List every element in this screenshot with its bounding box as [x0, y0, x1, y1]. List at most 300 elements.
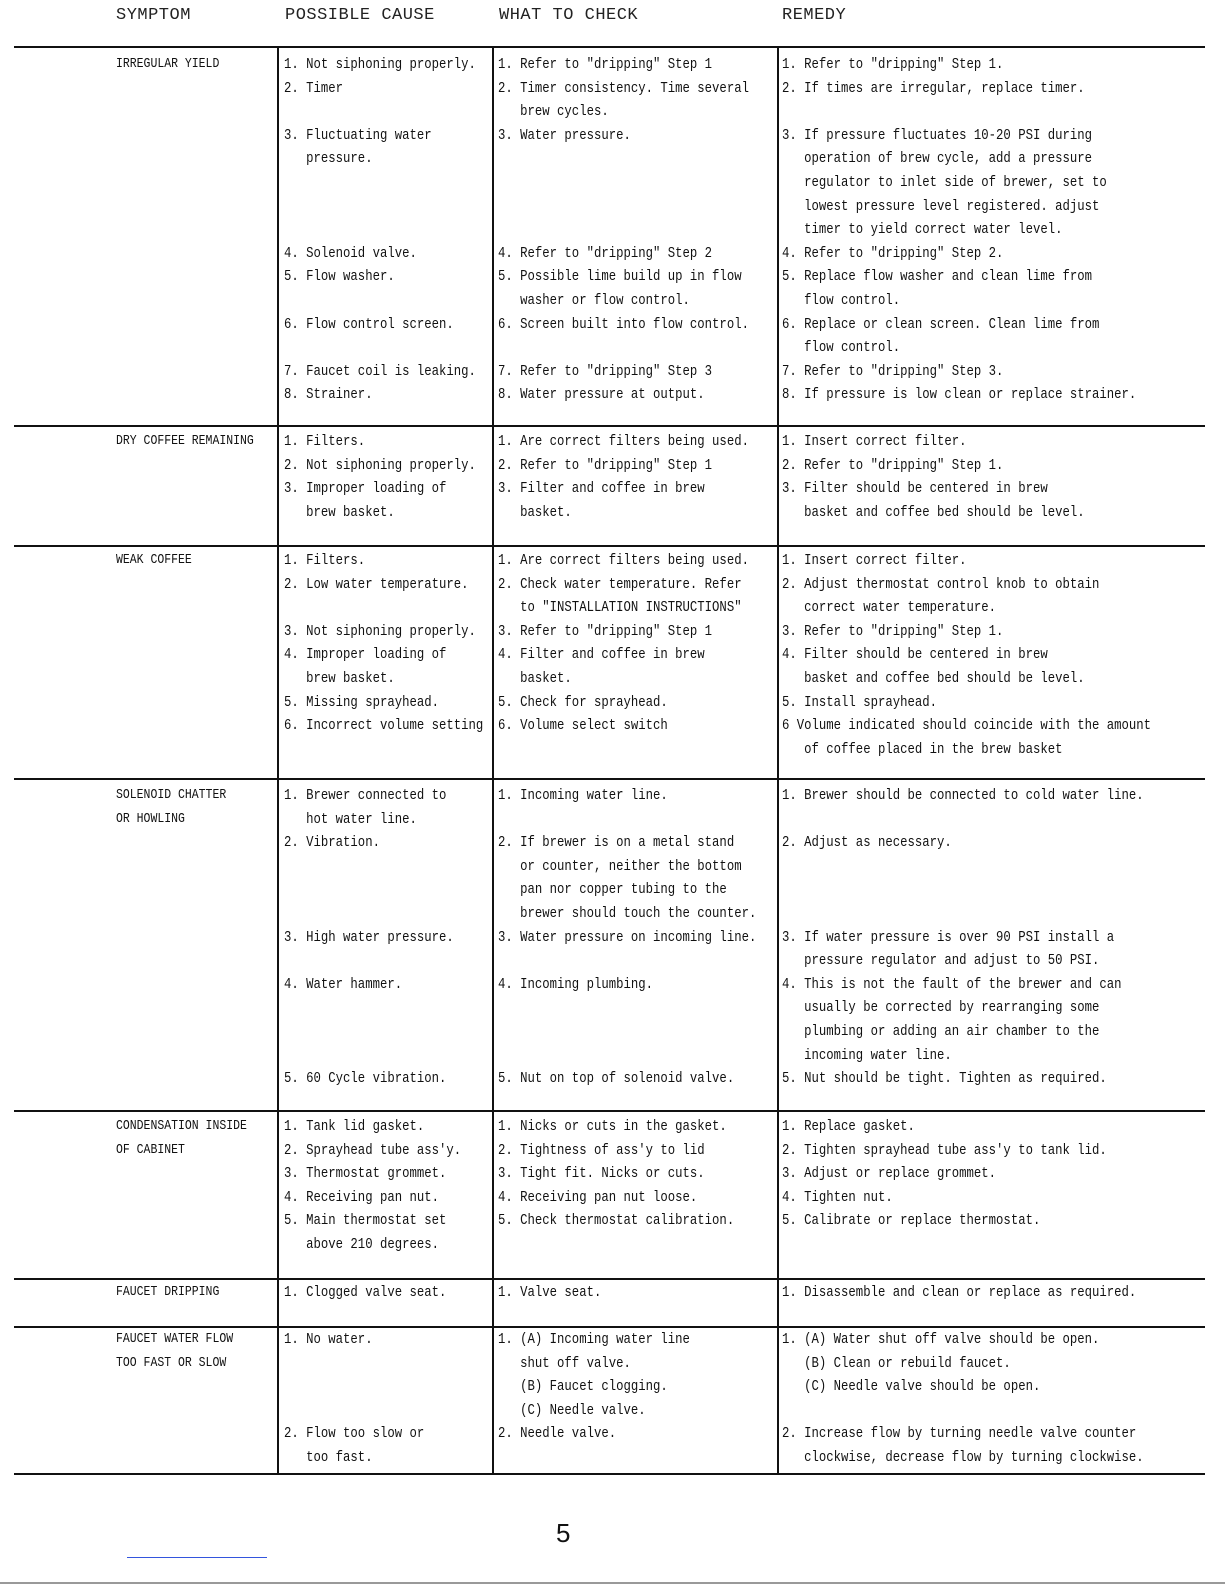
- check-text: 6. Screen built into flow control.: [498, 315, 749, 333]
- remedy-text: 5. Nut should be tight. Tighten as required.: [782, 1070, 1107, 1088]
- check-line: [498, 124, 804, 148]
- check-text: 2. Timer consistency. Time several: [498, 79, 749, 97]
- cause-text: 1. Filters.: [284, 552, 366, 569]
- cause-text: 1. Clogged valve seat.: [284, 1284, 447, 1301]
- symptom-line: [116, 1139, 276, 1163]
- cause-text: 1. Filters.: [284, 433, 366, 450]
- check-line: [498, 1162, 786, 1186]
- check-line: [498, 1422, 732, 1446]
- remedy-text: 2. Adjust as necessary.: [782, 834, 952, 852]
- symptom-text: SOLENOID CHATTER: [116, 787, 227, 803]
- cause-line: [284, 643, 527, 667]
- check-line: [498, 996, 813, 1020]
- row-divider: [14, 778, 1205, 780]
- check-line: [498, 1067, 813, 1091]
- check-text: 8. Water pressure at output.: [498, 386, 705, 404]
- cause-line: [284, 477, 518, 501]
- cause-text: too fast.: [284, 1448, 373, 1466]
- cause-text: 2. Timer: [284, 79, 344, 97]
- cause-line: [284, 714, 527, 738]
- cause-line: [284, 218, 518, 242]
- check-text: 5. Check for sprayhead.: [498, 693, 668, 711]
- remedy-text: 1. Refer to "dripping" Step 1.: [782, 56, 1004, 73]
- cause-cell: [284, 1328, 455, 1470]
- remedy-text: basket and coffee bed should be level.: [782, 669, 1085, 687]
- remedy-line: [782, 620, 1225, 644]
- symptom-line: [116, 430, 284, 454]
- cause-line: [284, 831, 491, 855]
- check-text: 1. Valve seat.: [498, 1284, 602, 1301]
- check-text: 5. Check thermostat calibration.: [498, 1212, 735, 1230]
- remedy-line: [782, 714, 1225, 738]
- remedy-line: [782, 808, 1223, 832]
- remedy-line: [782, 1139, 1178, 1163]
- remedy-cell: [782, 784, 1223, 1091]
- check-text: 3. Water pressure.: [498, 126, 631, 144]
- check-line: [498, 691, 804, 715]
- remedy-line: [782, 53, 1214, 77]
- remedy-text: 6 Volume indicated should coincide with the amount: [782, 717, 1152, 735]
- check-line: [498, 77, 804, 101]
- check-text: 2. Tightness of ass'y to lid: [498, 1141, 705, 1159]
- check-line: [498, 643, 804, 667]
- remedy-text: 5. Install sprayhead.: [782, 693, 938, 711]
- remedy-text: flow control.: [782, 291, 901, 309]
- check-line: [498, 808, 813, 832]
- remedy-line: [782, 265, 1214, 289]
- cause-text: 3. Thermostat grommet.: [284, 1165, 447, 1183]
- remedy-text: 3. If water pressure is over 90 PSI install a: [782, 928, 1115, 946]
- cause-line: [284, 1139, 500, 1163]
- check-line: [498, 289, 804, 313]
- remedy-line: [782, 973, 1223, 997]
- cause-line: [284, 454, 518, 478]
- cause-line: [284, 1328, 455, 1352]
- cause-line: [284, 1422, 455, 1446]
- symptom-line: [116, 53, 242, 77]
- remedy-text: 3. Filter should be centered in brew: [782, 480, 1048, 498]
- check-line: [498, 902, 813, 926]
- remedy-text: clockwise, decrease flow by turning clockwise.: [782, 1448, 1144, 1466]
- check-line: [498, 1115, 786, 1139]
- cause-line: [284, 1281, 482, 1305]
- symptom-text: DRY COFFEE REMAINING: [116, 433, 254, 449]
- cause-line: [284, 1233, 500, 1257]
- remedy-text: 4. Refer to "dripping" Step 2.: [782, 244, 1004, 262]
- check-text: 2. Needle valve.: [498, 1425, 617, 1443]
- check-text: 3. Refer to "dripping" Step 1: [498, 622, 713, 640]
- cause-line: [284, 171, 518, 195]
- cause-text: 5. Main thermostat set: [284, 1212, 447, 1230]
- symptom-cell: [116, 1281, 242, 1305]
- remedy-line: [782, 147, 1214, 171]
- remedy-cell: [782, 53, 1214, 407]
- check-text: 5. Possible lime build up in flow: [498, 268, 742, 286]
- cause-line: [284, 691, 527, 715]
- remedy-line: [782, 289, 1214, 313]
- cause-line: [284, 878, 491, 902]
- symptom-cell: [116, 1115, 276, 1162]
- cause-text: 2. Flow too slow or: [284, 1425, 425, 1443]
- cause-line: [284, 360, 518, 384]
- remedy-line: [782, 643, 1225, 667]
- symptom-line: [116, 1352, 259, 1376]
- cause-text: 4. Receiving pan nut.: [284, 1188, 440, 1206]
- check-text: 4. Filter and coffee in brew: [498, 646, 705, 664]
- check-cell: [498, 549, 804, 738]
- row-divider: [14, 1278, 1205, 1280]
- check-line: [498, 878, 813, 902]
- check-cell: [498, 53, 804, 407]
- check-text: 1. Incoming water line.: [498, 787, 668, 804]
- check-line: [498, 218, 804, 242]
- remedy-text: 2. If times are irregular, replace timer.: [782, 79, 1085, 97]
- check-line: [498, 667, 804, 691]
- remedy-text: 3. Adjust or replace grommet.: [782, 1165, 997, 1183]
- remedy-text: 5. Calibrate or replace thermostat.: [782, 1212, 1041, 1230]
- remedy-line: [782, 596, 1225, 620]
- cause-line: [284, 808, 491, 832]
- remedy-text: regulator to inlet side of brewer, set to: [782, 173, 1107, 191]
- cause-line: [284, 147, 518, 171]
- symptom-cell: [116, 1328, 259, 1375]
- remedy-line: [782, 573, 1225, 597]
- cause-line: [284, 1209, 500, 1233]
- symptom-line: [116, 784, 250, 808]
- cause-text: 6. Flow control screen.: [284, 315, 454, 333]
- remedy-text: usually be corrected by rearranging some: [782, 999, 1100, 1017]
- cause-line: [284, 855, 491, 879]
- cause-cell: [284, 1115, 500, 1257]
- remedy-line: [782, 360, 1214, 384]
- check-text: 1. Refer to "dripping" Step 1: [498, 56, 713, 73]
- cause-text: 7. Faucet coil is leaking.: [284, 362, 476, 380]
- header-what-to-check: WHAT TO CHECK: [499, 6, 639, 25]
- page-number: 5: [556, 1518, 571, 1548]
- header-symptom: SYMPTOM: [116, 6, 191, 25]
- cause-text: 4. Solenoid valve.: [284, 244, 417, 262]
- cause-line: [284, 620, 527, 644]
- remedy-line: [782, 667, 1225, 691]
- cause-line: [284, 100, 518, 124]
- check-text: basket.: [498, 503, 572, 521]
- check-line: [498, 100, 804, 124]
- check-line: [498, 1139, 786, 1163]
- check-text: (C) Needle valve.: [498, 1401, 646, 1419]
- check-line: [498, 926, 813, 950]
- remedy-text: 6. Replace or clean screen. Clean lime from: [782, 315, 1100, 333]
- check-text: 6. Volume select switch: [498, 717, 668, 735]
- cause-line: [284, 77, 518, 101]
- cause-line: [284, 124, 518, 148]
- remedy-text: 2. Increase flow by turning needle valve counter: [782, 1425, 1137, 1443]
- remedy-line: [782, 124, 1214, 148]
- symptom-text: FAUCET WATER FLOW: [116, 1331, 234, 1347]
- cause-line: [284, 53, 518, 77]
- symptom-text: CONDENSATION INSIDE: [116, 1118, 247, 1134]
- symptom-line: [116, 1115, 276, 1139]
- remedy-text: 4. This is not the fault of the brewer and can: [782, 975, 1122, 993]
- check-cell: [498, 1115, 786, 1233]
- remedy-text: flow control.: [782, 339, 901, 357]
- remedy-line: [782, 1352, 1223, 1376]
- remedy-line: [782, 691, 1225, 715]
- symptom-text: FAUCET DRIPPING: [116, 1284, 220, 1300]
- link-underline: [127, 1557, 267, 1558]
- remedy-line: [782, 1399, 1223, 1423]
- cause-text: 8. Strainer.: [284, 386, 373, 404]
- check-line: [498, 430, 804, 454]
- check-text: 1. Are correct filters being used.: [498, 433, 749, 450]
- check-line: [498, 596, 804, 620]
- check-text: 1. (A) Incoming water line: [498, 1331, 690, 1348]
- remedy-text: correct water temperature.: [782, 599, 997, 617]
- cause-cell: [284, 784, 491, 1091]
- check-line: [498, 973, 813, 997]
- column-divider: [277, 46, 279, 1473]
- remedy-line: [782, 77, 1214, 101]
- cause-text: 5. Flow washer.: [284, 268, 395, 286]
- remedy-line: [782, 902, 1223, 926]
- header-remedy: REMEDY: [782, 6, 847, 25]
- check-line: [498, 53, 804, 77]
- check-line: [498, 714, 804, 738]
- remedy-line: [782, 831, 1223, 855]
- cause-text: 1. Brewer connected to: [284, 787, 447, 804]
- remedy-line: [782, 1044, 1223, 1068]
- remedy-line: [782, 195, 1214, 219]
- cause-line: [284, 549, 527, 573]
- cause-text: above 210 degrees.: [284, 1235, 440, 1253]
- cause-text: 1. Not siphoning properly.: [284, 56, 476, 73]
- check-text: 1. Are correct filters being used.: [498, 552, 749, 569]
- check-text: 4. Receiving pan nut loose.: [498, 1188, 698, 1206]
- check-line: [498, 1375, 732, 1399]
- cause-line: [284, 195, 518, 219]
- remedy-text: timer to yield correct water level.: [782, 221, 1063, 239]
- remedy-line: [782, 926, 1223, 950]
- cause-line: [284, 949, 491, 973]
- check-text: or counter, neither the bottom: [498, 857, 742, 875]
- check-text: 4. Refer to "dripping" Step 2: [498, 244, 713, 262]
- check-line: [498, 1186, 786, 1210]
- row-divider: [14, 425, 1205, 427]
- remedy-text: basket and coffee bed should be level.: [782, 503, 1085, 521]
- remedy-line: [782, 1209, 1178, 1233]
- cause-text: 3. High water pressure.: [284, 928, 454, 946]
- check-cell: [498, 784, 813, 1091]
- cause-text: brew basket.: [284, 503, 395, 521]
- check-text: brewer should touch the counter.: [498, 904, 757, 922]
- check-line: [498, 1328, 732, 1352]
- symptom-line: [116, 549, 208, 573]
- cause-line: [284, 1067, 491, 1091]
- symptom-cell: [116, 549, 208, 573]
- remedy-text: operation of brew cycle, add a pressure: [782, 150, 1093, 168]
- cause-text: 2. Sprayhead tube ass'y.: [284, 1141, 462, 1159]
- remedy-text: 8. If pressure is low clean or replace strainer.: [782, 386, 1137, 404]
- remedy-text: (C) Needle valve should be open.: [782, 1378, 1041, 1396]
- cause-line: [284, 926, 491, 950]
- remedy-line: [782, 336, 1214, 360]
- check-text: 5. Nut on top of solenoid valve.: [498, 1070, 735, 1088]
- cause-line: [284, 1399, 455, 1423]
- check-line: [498, 313, 804, 337]
- symptom-line: [116, 1328, 259, 1352]
- check-line: [498, 573, 804, 597]
- remedy-text: of coffee placed in the brew basket: [782, 740, 1063, 758]
- check-text: 4. Incoming plumbing.: [498, 975, 654, 993]
- symptom-cell: [116, 430, 284, 454]
- header-possible-cause: POSSIBLE CAUSE: [285, 6, 435, 25]
- cause-text: 5. Missing sprayhead.: [284, 693, 440, 711]
- check-text: brew cycles.: [498, 103, 609, 121]
- symptom-text: WEAK COFFEE: [116, 552, 192, 568]
- remedy-text: 3. If pressure fluctuates 10-20 PSI during: [782, 126, 1093, 144]
- remedy-line: [782, 1328, 1223, 1352]
- check-line: [498, 1044, 813, 1068]
- check-line: [498, 855, 813, 879]
- check-text: 7. Refer to "dripping" Step 3: [498, 362, 713, 380]
- cause-line: [284, 1186, 500, 1210]
- check-line: [498, 1352, 732, 1376]
- cause-text: pressure.: [284, 150, 373, 168]
- remedy-line: [782, 549, 1225, 573]
- remedy-text: 2. Adjust thermostat control knob to obtain: [782, 575, 1100, 593]
- cause-line: [284, 902, 491, 926]
- check-line: [498, 620, 804, 644]
- check-line: [498, 454, 804, 478]
- check-line: [498, 360, 804, 384]
- check-line: [498, 784, 813, 808]
- cause-line: [284, 1020, 491, 1044]
- check-cell: [498, 1328, 732, 1446]
- cause-text: 2. Low water temperature.: [284, 575, 469, 593]
- cause-line: [284, 667, 527, 691]
- cause-line: [284, 383, 518, 407]
- remedy-line: [782, 1162, 1178, 1186]
- symptom-text: OF CABINET: [116, 1141, 185, 1158]
- cause-cell: [284, 549, 527, 738]
- cause-line: [284, 973, 491, 997]
- check-line: [498, 171, 804, 195]
- check-line: [498, 383, 804, 407]
- check-line: [498, 147, 804, 171]
- remedy-line: [782, 501, 1151, 525]
- check-line: [498, 242, 804, 266]
- check-line: [498, 831, 813, 855]
- symptom-cell: [116, 784, 250, 831]
- remedy-text: (B) Clean or rebuild faucet.: [782, 1354, 1011, 1372]
- cause-cell: [284, 1281, 482, 1305]
- check-text: 2. Refer to "dripping" Step 1: [498, 456, 713, 474]
- check-text: 1. Nicks or cuts in the gasket.: [498, 1118, 727, 1135]
- remedy-text: 4. Tighten nut.: [782, 1188, 893, 1206]
- remedy-line: [782, 1067, 1223, 1091]
- page-bottom-edge: [0, 1582, 1225, 1584]
- remedy-text: 2. Tighten sprayhead tube ass'y to tank lid.: [782, 1141, 1107, 1159]
- remedy-cell: [782, 1281, 1214, 1305]
- remedy-text: 1. Replace gasket.: [782, 1118, 915, 1135]
- remedy-text: incoming water line.: [782, 1046, 952, 1064]
- check-text: 3. Tight fit. Nicks or cuts.: [498, 1165, 705, 1183]
- symptom-line: [116, 1281, 242, 1305]
- remedy-line: [782, 1422, 1223, 1446]
- remedy-line: [782, 242, 1214, 266]
- symptom-text: OR HOWLING: [116, 810, 185, 827]
- remedy-text: 3. Refer to "dripping" Step 1.: [782, 622, 1004, 640]
- check-text: 2. If brewer is on a metal stand: [498, 834, 735, 852]
- remedy-text: 7. Refer to "dripping" Step 3.: [782, 362, 1004, 380]
- cause-line: [284, 242, 518, 266]
- remedy-cell: [782, 549, 1225, 761]
- check-text: (B) Faucet clogging.: [498, 1378, 668, 1396]
- cause-text: 3. Improper loading of: [284, 480, 447, 498]
- remedy-line: [782, 313, 1214, 337]
- symptom-text: TOO FAST OR SLOW: [116, 1354, 227, 1371]
- cause-text: hot water line.: [284, 810, 417, 828]
- cause-text: 1. Tank lid gasket.: [284, 1118, 425, 1135]
- cause-line: [284, 1352, 455, 1376]
- check-line: [498, 1209, 786, 1233]
- cause-line: [284, 1446, 455, 1470]
- row-divider: [14, 1110, 1205, 1112]
- remedy-line: [782, 171, 1214, 195]
- check-line: [498, 1281, 624, 1305]
- cause-text: 4. Improper loading of: [284, 646, 447, 664]
- remedy-line: [782, 784, 1223, 808]
- cause-line: [284, 313, 518, 337]
- cause-text: 6. Incorrect volume setting: [284, 717, 484, 735]
- remedy-cell: [782, 1328, 1223, 1470]
- cause-line: [284, 1044, 491, 1068]
- remedy-text: 1. Brewer should be connected to cold water line.: [782, 787, 1144, 804]
- cause-text: 3. Fluctuating water: [284, 126, 432, 144]
- check-line: [498, 477, 804, 501]
- remedy-cell: [782, 1115, 1178, 1233]
- remedy-text: lowest pressure level registered. adjust: [782, 197, 1100, 215]
- cause-cell: [284, 430, 518, 524]
- cause-text: 3. Not siphoning properly.: [284, 622, 476, 640]
- check-cell: [498, 1281, 624, 1305]
- remedy-line: [782, 430, 1151, 454]
- check-line: [498, 265, 804, 289]
- remedy-line: [782, 1281, 1214, 1305]
- row-divider: [14, 545, 1205, 547]
- cause-text: 4. Water hammer.: [284, 975, 403, 993]
- remedy-line: [782, 454, 1151, 478]
- row-divider: [14, 46, 1205, 48]
- cause-cell: [284, 53, 518, 407]
- check-text: shut off valve.: [498, 1354, 631, 1372]
- cause-line: [284, 1162, 500, 1186]
- check-line: [498, 1399, 732, 1423]
- remedy-text: 1. Insert correct filter.: [782, 433, 967, 450]
- remedy-line: [782, 1375, 1223, 1399]
- remedy-line: [782, 1446, 1223, 1470]
- remedy-text: pressure regulator and adjust to 50 PSI.: [782, 952, 1100, 970]
- remedy-line: [782, 878, 1223, 902]
- remedy-text: 1. (A) Water shut off valve should be open.: [782, 1331, 1100, 1348]
- check-text: to "INSTALLATION INSTRUCTIONS": [498, 599, 742, 617]
- check-text: 2. Check water temperature. Refer: [498, 575, 742, 593]
- cause-line: [284, 265, 518, 289]
- symptom-line: [116, 808, 250, 832]
- remedy-line: [782, 1020, 1223, 1044]
- remedy-text: 1. Insert correct filter.: [782, 552, 967, 569]
- cause-text: 1. No water.: [284, 1331, 373, 1348]
- remedy-line: [782, 855, 1223, 879]
